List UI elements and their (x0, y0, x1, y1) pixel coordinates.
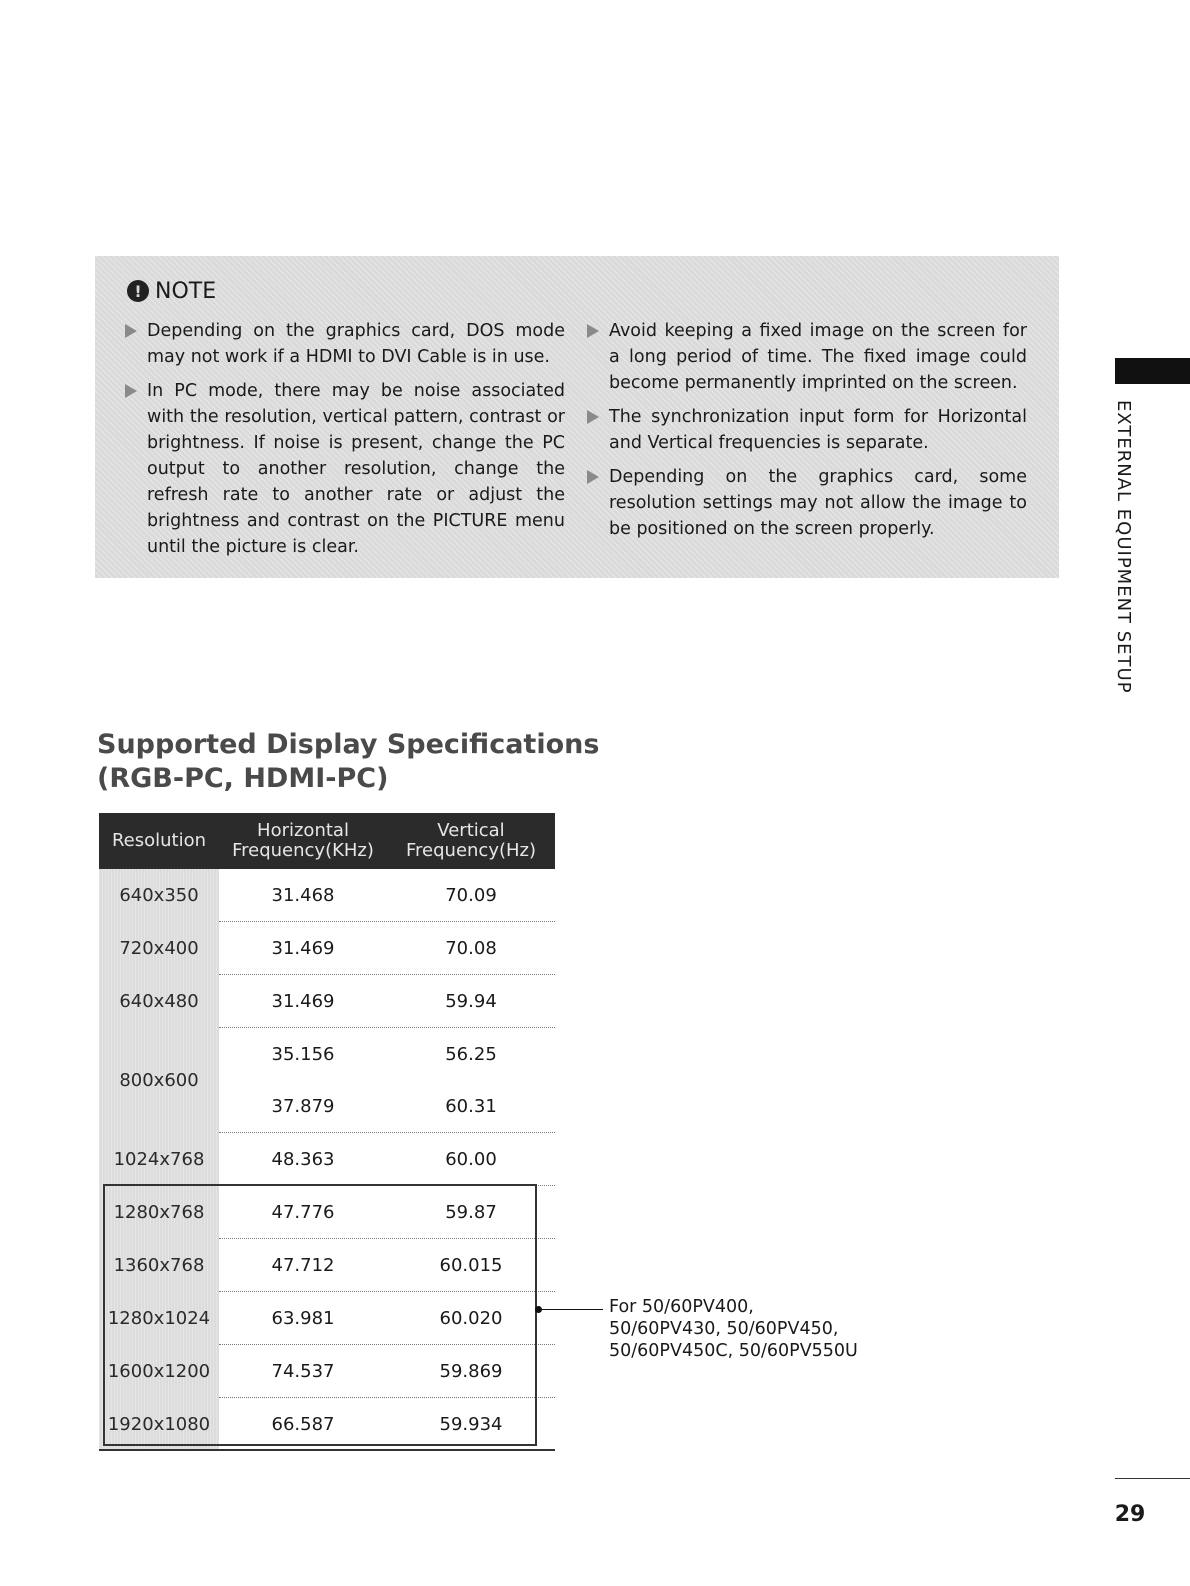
table-row (99, 1239, 555, 1292)
horizontal-frequency-cell: 47.776 (271, 1201, 335, 1223)
section-heading (97, 728, 617, 796)
callout-line-1: For 50/60PV400, (609, 1297, 754, 1317)
horizontal-frequency-cell: 66.587 (271, 1413, 335, 1435)
note-bullet-text: Depending on the graphics card, DOS mode may not work if a HDMI to DVI Cable is in use. (147, 321, 565, 367)
note-bullet (587, 318, 1027, 396)
resolution-cell: 1920x1080 (99, 1398, 219, 1450)
callout-leader-line (540, 1309, 603, 1310)
table-row (99, 1292, 555, 1345)
vertical-frequency-cell: 60.020 (439, 1307, 503, 1329)
page-number-rule (1115, 1478, 1190, 1479)
table-row (99, 869, 555, 922)
vertical-frequency-cell: 59.869 (439, 1360, 503, 1382)
model-callout (609, 1296, 909, 1362)
resolution-cell: 1360x768 (99, 1239, 219, 1292)
table-row (99, 1345, 555, 1398)
vertical-frequency-cell: 59.87 (445, 1201, 497, 1223)
note-bullet-text: In PC mode, there may be noise associated with the resolution, vertical pattern, contrast or brightness. If noise is present, change the PC output to another resolution, change the refresh rate to another rate or adjust the brightness and contrast on the PICTURE menu until the picture is clear. (147, 381, 565, 557)
section-side-title: EXTERNAL EQUIPMENT SETUP (1113, 400, 1134, 694)
note-right-column (587, 318, 1027, 550)
vertical-frequency-cell: 59.934 (439, 1413, 503, 1435)
callout-line-3: 50/60PV450C, 50/60PV550U (609, 1341, 858, 1361)
table-row (99, 975, 555, 1028)
resolution-cell: 640x480 (99, 975, 219, 1028)
horizontal-frequency-cell: 35.156 (271, 1043, 335, 1065)
vertical-frequency-cell: 70.08 (445, 937, 497, 959)
vertical-frequency-cell: 70.09 (445, 884, 497, 906)
note-title: NOTE (155, 278, 217, 304)
table-bottom-rule (99, 1449, 555, 1451)
callout-line-2: 50/60PV430, 50/60PV450, (609, 1319, 839, 1339)
note-bullet-text: Depending on the graphics card, some resolution settings may not allow the image to be positioned on the screen properly. (609, 467, 1027, 539)
resolution-cell: 1024x768 (99, 1133, 219, 1186)
heading-line-1: Supported Display Specifications (97, 729, 600, 760)
horizontal-frequency-cell: 37.879 (271, 1095, 335, 1117)
horizontal-frequency-cell: 74.537 (271, 1360, 335, 1382)
column-header-resolution: Resolution (111, 830, 207, 851)
resolution-cell: 1280x1024 (99, 1292, 219, 1345)
triangle-bullet-icon (125, 324, 137, 338)
resolution-cell: 640x350 (99, 869, 219, 922)
horizontal-frequency-cell: 47.712 (271, 1254, 335, 1276)
table-row (99, 1133, 555, 1186)
table-header (99, 813, 555, 869)
note-bullet-text: Avoid keeping a fixed image on the screen for a long period of time. The fixed image could become permanently imprinted on the screen. (609, 321, 1027, 393)
heading-line-2: (RGB-PC, HDMI-PC) (97, 763, 389, 794)
note-bullet (125, 378, 565, 560)
horizontal-frequency-cell: 31.469 (271, 937, 335, 959)
resolution-cell: 1600x1200 (99, 1345, 219, 1398)
vertical-frequency-cell: 60.31 (445, 1095, 497, 1117)
horizontal-frequency-cell: 31.468 (271, 884, 335, 906)
column-header-vertical-frequency: Vertical Frequency(Hz) (405, 820, 537, 861)
table-row (99, 922, 555, 975)
section-tab-marker (1115, 358, 1190, 384)
vertical-frequency-cell: 60.00 (445, 1148, 497, 1170)
note-box (95, 256, 1059, 578)
note-header (127, 278, 216, 304)
triangle-bullet-icon (587, 410, 599, 424)
horizontal-frequency-cell: 31.469 (271, 990, 335, 1012)
note-info-icon: ! (127, 280, 149, 302)
resolution-cell: 1280x768 (99, 1186, 219, 1239)
vertical-frequency-cell: 60.015 (439, 1254, 503, 1276)
table-row (99, 1398, 555, 1450)
column-header-horizontal-frequency: Horizontal Frequency(KHz) (232, 820, 374, 861)
horizontal-frequency-cell: 48.363 (271, 1148, 335, 1170)
note-bullet-text: The synchronization input form for Horizontal and Vertical frequencies is separate. (609, 407, 1027, 453)
triangle-bullet-icon (587, 470, 599, 484)
triangle-bullet-icon (125, 384, 137, 398)
vertical-frequency-cell: 56.25 (445, 1043, 497, 1065)
vertical-frequency-cell: 59.94 (445, 990, 497, 1012)
note-left-column (125, 318, 565, 568)
table-row (99, 1186, 555, 1239)
horizontal-frequency-cell: 63.981 (271, 1307, 335, 1329)
resolution-cell: 800x600 (99, 1028, 219, 1133)
page-number: 29 (1114, 1502, 1146, 1527)
note-bullet (125, 318, 565, 370)
triangle-bullet-icon (587, 324, 599, 338)
resolution-cell: 720x400 (99, 922, 219, 975)
display-spec-table (99, 813, 555, 1450)
note-bullet (587, 464, 1027, 542)
note-bullet (587, 404, 1027, 456)
table-row (99, 1028, 555, 1133)
